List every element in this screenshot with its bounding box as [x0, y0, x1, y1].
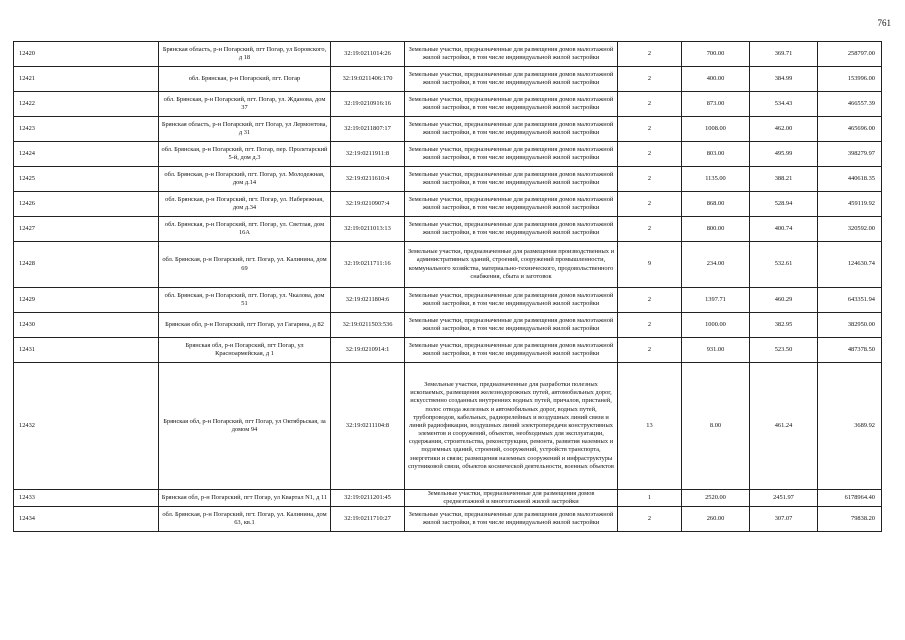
- group-cell: 2: [618, 117, 682, 142]
- area-cell: 700.00: [682, 42, 750, 67]
- area-cell: 1135.00: [682, 167, 750, 192]
- address-cell: обл. Брянская, р-н Погарский, пгт. Погар, ул. Калинина, дом 63, кв.1: [159, 507, 331, 532]
- cadastral-value-cell: 258797.00: [818, 42, 882, 67]
- cadastral-number-cell: 32:19:0211911:8: [331, 142, 405, 167]
- cadastral-number-cell: 32:19:0211610:4: [331, 167, 405, 192]
- cadastral-value-cell: 459119.92: [818, 192, 882, 217]
- land-use-cell: Земельные участки, предназначенные для размещения домов малоэтажной жилой застройки, в том числе индивидуальной жилой застройки: [405, 92, 618, 117]
- cadastral-value-cell: 3689.92: [818, 363, 882, 490]
- cadastral-number-cell: 32:19:0211804:6: [331, 288, 405, 313]
- area-cell: 8.00: [682, 363, 750, 490]
- cadastral-number-cell: 32:19:0211013:13: [331, 217, 405, 242]
- specific-value-cell: 388.21: [750, 167, 818, 192]
- table-row: [14, 117, 882, 142]
- cadastral-value-cell: 6178964.40: [818, 490, 882, 507]
- land-use-cell: Земельные участки, предназначенные для размещения домов малоэтажной жилой застройки, в том числе индивидуальной жилой застройки: [405, 288, 618, 313]
- group-cell: 2: [618, 67, 682, 92]
- specific-value-cell: 523.50: [750, 338, 818, 363]
- row-number: 12428: [14, 242, 159, 288]
- cadastral-value-cell: 487378.50: [818, 338, 882, 363]
- cadastral-number-cell: 32:19:0211503:536: [331, 313, 405, 338]
- address-cell: Брянская обл, р-н Погарский, пгт Погар, ул Октябрьская, за домом 94: [159, 363, 331, 490]
- row-number: 12429: [14, 288, 159, 313]
- cadastral-number-cell: 32:19:0210914:1: [331, 338, 405, 363]
- row-number: 12433: [14, 490, 159, 507]
- row-number: 12425: [14, 167, 159, 192]
- table-row: [14, 288, 882, 313]
- area-cell: 873.00: [682, 92, 750, 117]
- cadastral-value-cell: 466557.39: [818, 92, 882, 117]
- cadastral-value-cell: 398279.97: [818, 142, 882, 167]
- group-cell: 2: [618, 142, 682, 167]
- page-number: 761: [877, 18, 891, 28]
- area-cell: 803.00: [682, 142, 750, 167]
- land-use-cell: Земельные участки, предназначенные для размещения домов малоэтажной жилой застройки, в том числе индивидуальной жилой застройки: [405, 338, 618, 363]
- cadastral-value-cell: 320592.00: [818, 217, 882, 242]
- cadastral-number-cell: 32:19:0211201:45: [331, 490, 405, 507]
- land-use-cell: Земельные участки, предназначенные для размещения домов малоэтажной жилой застройки, в том числе индивидуальной жилой застройки: [405, 507, 618, 532]
- specific-value-cell: 369.71: [750, 42, 818, 67]
- specific-value-cell: 495.99: [750, 142, 818, 167]
- address-cell: Брянская область, р-н Погарский, пгт Погар, ул Лермонтова, д 31: [159, 117, 331, 142]
- area-cell: 1000.00: [682, 313, 750, 338]
- table-row: [14, 192, 882, 217]
- cadastral-value-cell: 153996.00: [818, 67, 882, 92]
- land-use-cell: Земельные участки, предназначенные для размещения домов среднеэтажной и многоэтажной жилой застройки: [405, 490, 618, 507]
- row-number: 12424: [14, 142, 159, 167]
- address-cell: обл. Брянская, р-н Погарский, пгт. Погар, ул. Молодежная, дом д.14: [159, 167, 331, 192]
- row-number: 12422: [14, 92, 159, 117]
- cadastral-value-cell: 79838.20: [818, 507, 882, 532]
- cadastral-value-cell: 440618.35: [818, 167, 882, 192]
- address-cell: обл. Брянская, р-н Погарский, пгт. Погар: [159, 67, 331, 92]
- specific-value-cell: 2451.97: [750, 490, 818, 507]
- table-row: [14, 167, 882, 192]
- table-row: [14, 242, 882, 288]
- group-cell: 2: [618, 313, 682, 338]
- area-cell: 400.00: [682, 67, 750, 92]
- cadastral-number-cell: 32:19:0211710:27: [331, 507, 405, 532]
- area-cell: 931.00: [682, 338, 750, 363]
- specific-value-cell: 462.00: [750, 117, 818, 142]
- cadastral-value-cell: 124630.74: [818, 242, 882, 288]
- table-row: [14, 338, 882, 363]
- row-number: 12427: [14, 217, 159, 242]
- cadastral-value-cell: 465696.00: [818, 117, 882, 142]
- table-row: [14, 92, 882, 117]
- cadastral-number-cell: 32:19:0211406:170: [331, 67, 405, 92]
- group-cell: 2: [618, 167, 682, 192]
- row-number: 12434: [14, 507, 159, 532]
- cadastral-number-cell: 32:19:0210907:4: [331, 192, 405, 217]
- row-number: 12431: [14, 338, 159, 363]
- group-cell: 2: [618, 92, 682, 117]
- specific-value-cell: 400.74: [750, 217, 818, 242]
- table-row: [14, 507, 882, 532]
- address-cell: обл. Брянская, р-н Погарский, пгт. Погар, пер. Пролетарский 5-й, дом д.3: [159, 142, 331, 167]
- area-cell: 1008.00: [682, 117, 750, 142]
- table-row: [14, 142, 882, 167]
- table-row: [14, 313, 882, 338]
- cadastral-number-cell: 32:19:0211711:16: [331, 242, 405, 288]
- land-use-cell: Земельные участки, предназначенные для размещения домов малоэтажной жилой застройки, в том числе индивидуальной жилой застройки: [405, 42, 618, 67]
- land-use-cell: Земельные участки, предназначенные для разработки полезных ископаемых, размещения железнодорожных путей, автомобильных дорог, искусственно созданных внутренних водных путей, причалов, пристаней, полос отвода железных и автомобильных дорог, водных путей, трубопроводов, кабельных, радиорелейных и воздушных линий связи и линий радиофикации, воздушных линий электропередачи конструктивных элементов и сооружений, объектов, необходимых для эксплуатации, содержания, строительства, реконструкции, ремонта, развития наземных и подземных зданий, строений, сооружений, устройств транспорта, энергетики и связи; размещения наземных сооружений и инфраструктуры спутниковой связи, объектов космической деятельности, военных объектов: [405, 363, 618, 490]
- row-number: 12426: [14, 192, 159, 217]
- cadastral-valuation-table: [13, 41, 882, 532]
- table-body: [14, 42, 882, 532]
- specific-value-cell: 528.94: [750, 192, 818, 217]
- land-use-cell: Земельные участки, предназначенные для размещения домов малоэтажной жилой застройки, в том числе индивидуальной жилой застройки: [405, 117, 618, 142]
- group-cell: 2: [618, 42, 682, 67]
- land-use-cell: Земельные участки, предназначенные для размещения домов малоэтажной жилой застройки, в том числе индивидуальной жилой застройки: [405, 217, 618, 242]
- group-cell: 9: [618, 242, 682, 288]
- area-cell: 868.00: [682, 192, 750, 217]
- specific-value-cell: 532.61: [750, 242, 818, 288]
- table-row: [14, 67, 882, 92]
- group-cell: 2: [618, 338, 682, 363]
- cadastral-number-cell: 32:19:0211104:8: [331, 363, 405, 490]
- table-row: [14, 217, 882, 242]
- cadastral-number-cell: 32:19:0211014:26: [331, 42, 405, 67]
- specific-value-cell: 461.24: [750, 363, 818, 490]
- cadastral-number-cell: 32:19:0211807:17: [331, 117, 405, 142]
- specific-value-cell: 460.29: [750, 288, 818, 313]
- land-use-cell: Земельные участки, предназначенные для размещения домов малоэтажной жилой застройки, в том числе индивидуальной жилой застройки: [405, 167, 618, 192]
- address-cell: обл. Брянская, р-н Погарский, пгт. Погар, ул. Калинина, дом 69: [159, 242, 331, 288]
- row-number: 12420: [14, 42, 159, 67]
- specific-value-cell: 384.99: [750, 67, 818, 92]
- address-cell: обл. Брянская, р-н Погарский, пгт. Погар, ул. Чкалова, дом 51: [159, 288, 331, 313]
- table-row: [14, 42, 882, 67]
- area-cell: 260.00: [682, 507, 750, 532]
- group-cell: 2: [618, 288, 682, 313]
- specific-value-cell: 307.07: [750, 507, 818, 532]
- group-cell: 2: [618, 507, 682, 532]
- area-cell: 2520.00: [682, 490, 750, 507]
- land-use-cell: Земельные участки, предназначенные для размещения производственных и административных зданий, строений, сооружений промышленности, коммунального хозяйства, материально-технического, продовольственного снабжения, сбыта и заготовок: [405, 242, 618, 288]
- address-cell: обл. Брянская, р-н Погарский, пгт. Погар, ул. Светлая, дом 16А: [159, 217, 331, 242]
- cadastral-value-cell: 643351.94: [818, 288, 882, 313]
- land-use-cell: Земельные участки, предназначенные для размещения домов малоэтажной жилой застройки, в том числе индивидуальной жилой застройки: [405, 313, 618, 338]
- area-cell: 800.00: [682, 217, 750, 242]
- group-cell: 2: [618, 217, 682, 242]
- land-use-cell: Земельные участки, предназначенные для размещения домов малоэтажной жилой застройки, в том числе индивидуальной жилой застройки: [405, 142, 618, 167]
- address-cell: Брянская обл, р-н Погарский, пгт Погар, ул Красноармейская, д 1: [159, 338, 331, 363]
- address-cell: Брянская область, р-н Погарский, пгт Погар, ул Боровского, д 18: [159, 42, 331, 67]
- row-number: 12421: [14, 67, 159, 92]
- row-number: 12423: [14, 117, 159, 142]
- row-number: 12430: [14, 313, 159, 338]
- group-cell: 13: [618, 363, 682, 490]
- address-cell: обл. Брянская, р-н Погарский, пгт. Погар, ул. Набережная, дом д.34: [159, 192, 331, 217]
- land-use-cell: Земельные участки, предназначенные для размещения домов малоэтажной жилой застройки, в том числе индивидуальной жилой застройки: [405, 67, 618, 92]
- group-cell: 2: [618, 192, 682, 217]
- address-cell: Брянская обл, р-н Погарский, пгт Погар, ул Гагарина, д 82: [159, 313, 331, 338]
- area-cell: 234.00: [682, 242, 750, 288]
- cadastral-number-cell: 32:19:0210916:16: [331, 92, 405, 117]
- table-row: [14, 490, 882, 507]
- land-use-cell: Земельные участки, предназначенные для размещения домов малоэтажной жилой застройки, в том числе индивидуальной жилой застройки: [405, 192, 618, 217]
- specific-value-cell: 534.43: [750, 92, 818, 117]
- area-cell: 1397.71: [682, 288, 750, 313]
- table-row: [14, 363, 882, 490]
- cadastral-value-cell: 382950.00: [818, 313, 882, 338]
- address-cell: Брянская обл, р-н Погарский, пгт Погар, ул Квартал N1, д 11: [159, 490, 331, 507]
- specific-value-cell: 382.95: [750, 313, 818, 338]
- row-number: 12432: [14, 363, 159, 490]
- address-cell: обл. Брянская, р-н Погарский, пгт. Погар, ул. Жданова, дом 37: [159, 92, 331, 117]
- group-cell: 1: [618, 490, 682, 507]
